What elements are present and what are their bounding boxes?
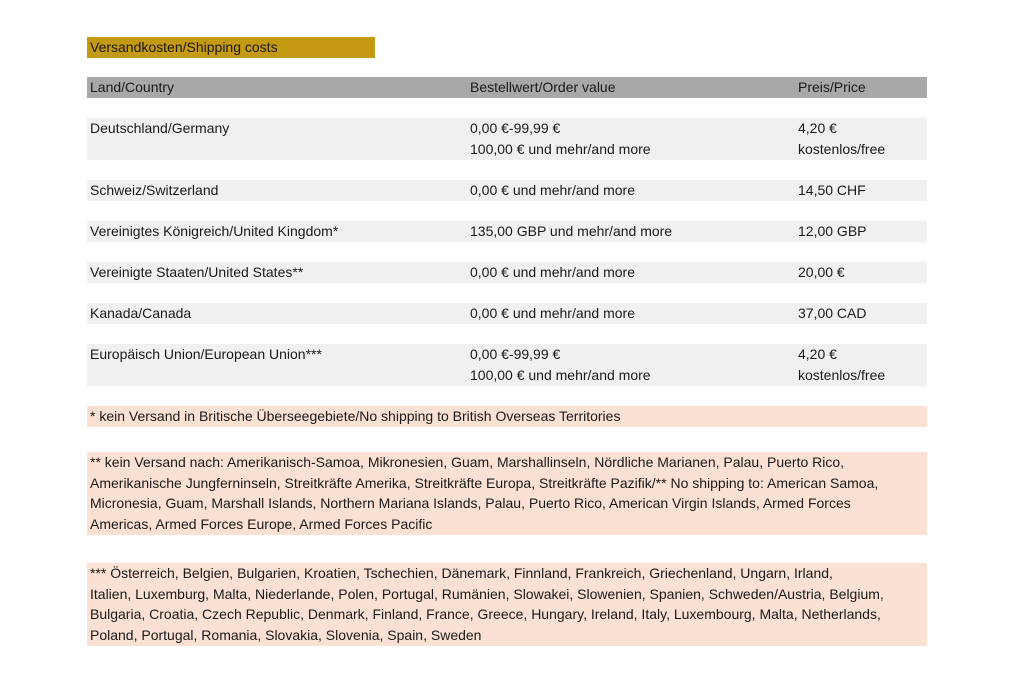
table-header xyxy=(87,77,927,98)
price-cell: 12,00 GBP xyxy=(798,223,867,239)
footnote-line: Poland, Portugal, Romania, Slovakia, Slovenia, Spain, Sweden xyxy=(90,626,482,643)
order-value-cell: 100,00 € und mehr/and more xyxy=(470,366,651,383)
table-row xyxy=(87,221,927,242)
country-cell: Schweiz/Switzerland xyxy=(90,182,219,198)
order-value-cell: 0,00 €-99,99 € xyxy=(470,346,561,362)
table-row xyxy=(87,303,927,324)
order-value-cell: 0,00 €-99,99 € xyxy=(470,120,561,136)
table-row xyxy=(87,344,927,386)
page-title: Versandkosten/Shipping costs xyxy=(87,37,375,58)
order-value-cell: 0,00 € und mehr/and more xyxy=(470,305,635,321)
footnote-uk xyxy=(87,406,927,427)
footnote-line: Micronesia, Guam, Marshall Islands, Northern Mariana Islands, Palau, Puerto Rico, American Virgin Islands, Armed Forces xyxy=(90,495,851,511)
footnote-line: ** kein Versand nach: Amerikanisch-Samoa, Mikronesien, Guam, Marshallinseln, Nördliche Marianen, Palau, Puerto Rico, xyxy=(90,454,845,470)
table-row xyxy=(87,118,927,160)
footnote-line: Americas, Armed Forces Europe, Armed Forces Pacific xyxy=(90,515,433,532)
country-cell: Kanada/Canada xyxy=(90,305,192,321)
price-cell: 4,20 € xyxy=(798,120,837,136)
order-value-cell: 135,00 GBP und mehr/and more xyxy=(470,223,673,239)
footnote-line: *** Österreich, Belgien, Bulgarien, Kroatien, Tschechien, Dänemark, Finnland, Frankreich, Griechenland, Ungarn, Irland, xyxy=(90,565,833,581)
country-cell: Deutschland/Germany xyxy=(90,120,230,136)
price-cell: kostenlos/free xyxy=(798,366,886,383)
order-value-cell: 100,00 € und mehr/and more xyxy=(470,140,651,157)
country-cell: Vereinigtes Königreich/United Kingdom* xyxy=(90,223,339,239)
price-cell: 4,20 € xyxy=(798,346,837,362)
order-value-cell: 0,00 € und mehr/and more xyxy=(470,264,635,280)
header-country: Land/Country xyxy=(90,79,175,95)
footnote-eu xyxy=(87,563,927,646)
footnote-line: * kein Versand in Britische Überseegebiete/No shipping to British Overseas Territories xyxy=(90,408,621,424)
price-cell: kostenlos/free xyxy=(798,140,886,157)
header-price: Preis/Price xyxy=(798,79,866,95)
table-row xyxy=(87,262,927,283)
footnote-line: Bulgaria, Croatia, Czech Republic, Denmark, Finland, France, Greece, Hungary, Ireland, Italy, Luxembourg, Malta, Netherlands, xyxy=(90,606,881,622)
header-order-value: Bestellwert/Order value xyxy=(470,79,616,95)
footnote-us xyxy=(87,452,927,535)
order-value-cell: 0,00 € und mehr/and more xyxy=(470,182,635,198)
price-cell: 20,00 € xyxy=(798,264,845,280)
table-row xyxy=(87,180,927,201)
footnote-line: Italien, Luxemburg, Malta, Niederlande, Polen, Portugal, Rumänien, Slowakei, Slowenien, Spanien, Schweden/Austria, Belgium, xyxy=(90,585,884,602)
footnote-line: Amerikanische Jungferninseln, Streitkräfte Amerika, Streitkräfte Europa, Streitkräfte Pazifik/** No shipping to: American Samoa, xyxy=(90,474,879,491)
price-cell: 14,50 CHF xyxy=(798,182,866,198)
country-cell: Vereinigte Staaten/United States** xyxy=(90,264,304,280)
country-cell: Europäisch Union/European Union*** xyxy=(90,346,322,362)
price-cell: 37,00 CAD xyxy=(798,305,867,321)
